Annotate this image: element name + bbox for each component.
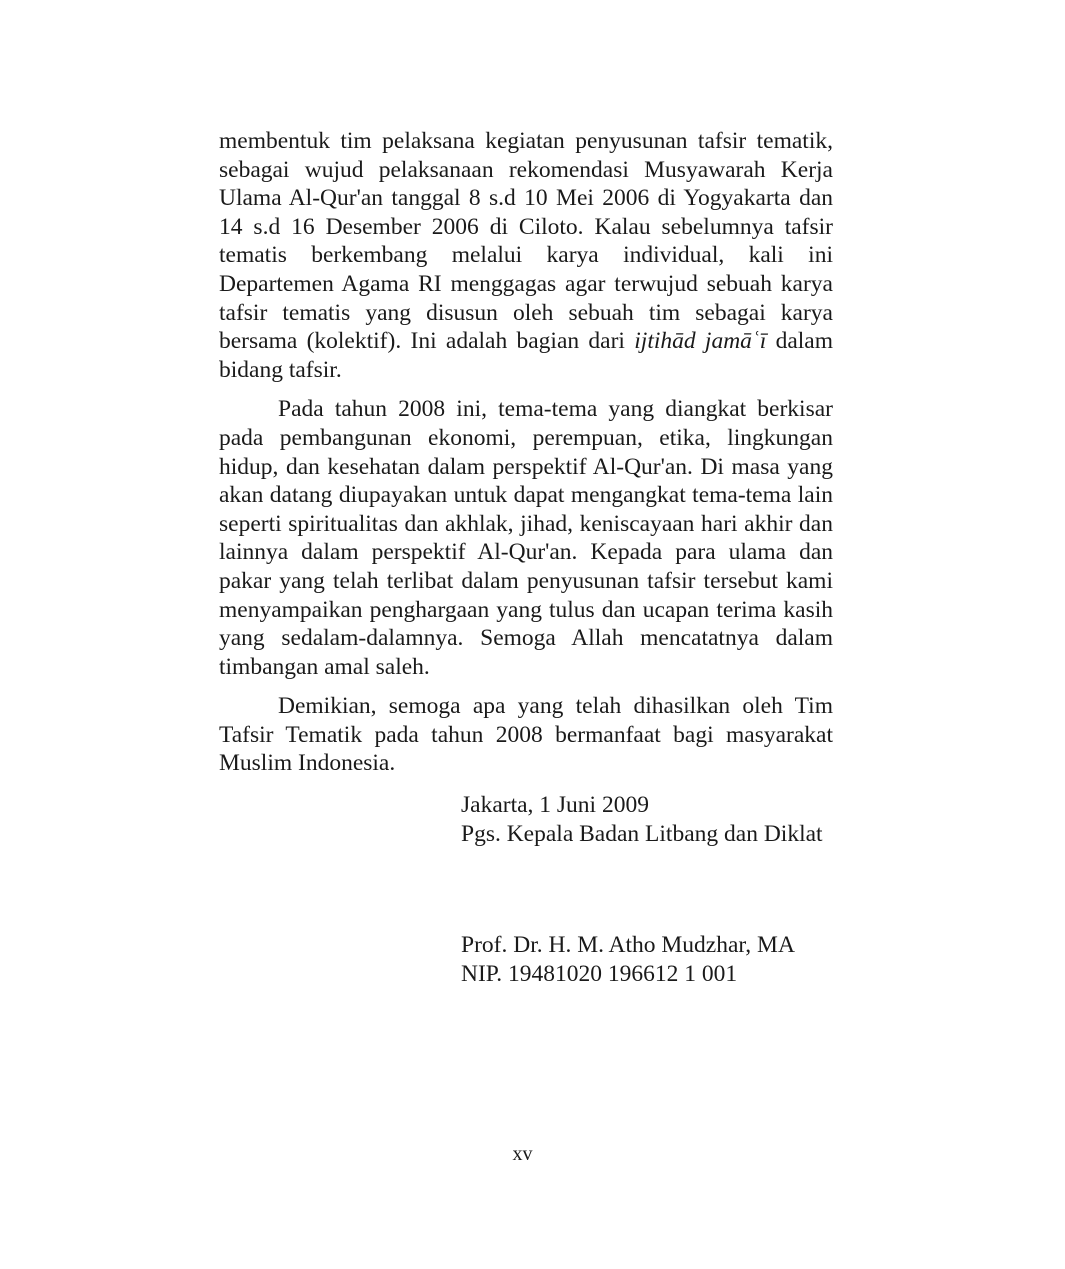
signature-name-block (461, 931, 795, 989)
paragraph-1-tail: dalam bidang tafsir. (219, 328, 833, 383)
page-number: xv (512, 1143, 533, 1165)
paragraph-1 (219, 127, 833, 384)
signature-nip: NIP. 19481020 196612 1 001 (461, 961, 738, 987)
italic-term: ijtihād jamāʿī (634, 328, 767, 355)
paragraph-1-text: membentuk tim pelaksana kegiatan penyusunan tafsir tematik, sebagai wujud pelaksanaan rekomendasi Musyawarah Kerja Ulama Al-Qur'an tanggal 8 s.d 10 Mei 2006 di Yogyakarta dan 14 s.d 16 Desember 2006 di Ciloto. Kalau sebelumnya tafsir tematis berkembang melalui karya individual, kali ini Departemen Agama RI menggagas agar terwujud sebuah karya tafsir tematis yang disusun oleh sebuah tim sebagai karya bersama (kolektif). Ini adalah bagian dari (219, 128, 833, 355)
signature-place-date: Jakarta, 1 Juni 2009 (461, 792, 649, 818)
paragraph-2: Pada tahun 2008 ini, tema-tema yang diangkat berkisar pada pembangunan ekonomi, perempuan, etika, lingkungan hidup, dan kesehatan dalam perspektif Al-Qur'an. Di masa yang akan datang diupayakan untuk dapat mengangkat tema-tema lain seperti spiritualitas dan akhlak, jihad, keniscayaan hari akhir dan lainnya dalam perspektif Al-Qur'an. Kepada para ulama dan pakar yang telah terlibat dalam penyusunan tafsir tersebut kami menyampaikan penghargaan yang tulus dan ucapan terima kasih yang sedalam-dalamnya. Semoga Allah mencatatnya dalam timbangan amal saleh. (219, 396, 833, 680)
paragraph-3: Demikian, semoga apa yang telah dihasilkan oleh Tim Tafsir Tematik pada tahun 2008 bermanfaat bagi masyarakat Muslim Indonesia. (219, 693, 833, 777)
signature-position: Pgs. Kepala Badan Litbang dan Diklat (461, 821, 823, 847)
signature-place-block (461, 791, 823, 849)
page-body (219, 127, 833, 778)
signature-name: Prof. Dr. H. M. Atho Mudzhar, MA (461, 932, 795, 958)
